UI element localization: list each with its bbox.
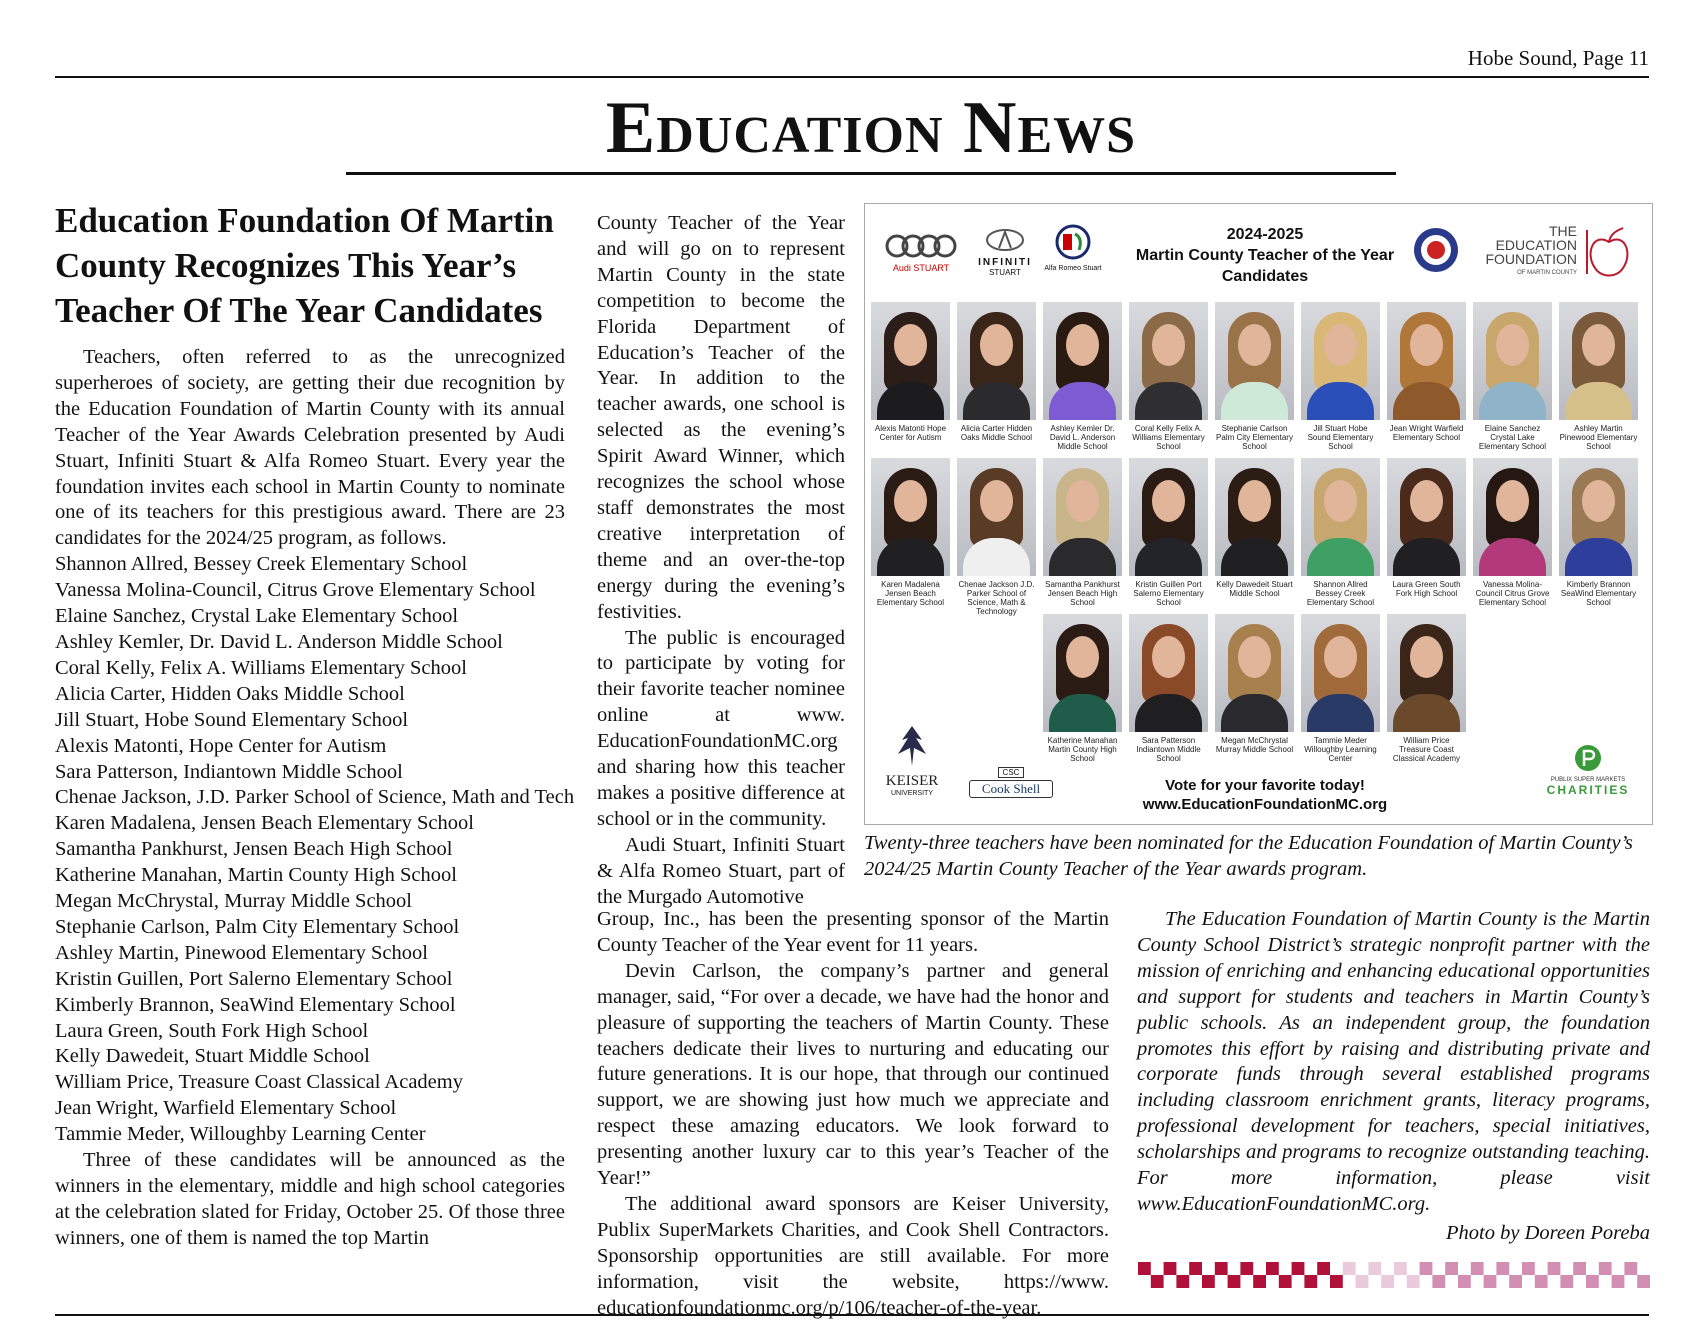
checker-square: [1266, 1262, 1279, 1275]
teacher-card: [1301, 302, 1380, 451]
keiser-text: KEISER: [885, 773, 939, 789]
teacher-card: [1129, 614, 1208, 763]
photo-title-main: Martin County Teacher of the Year: [1135, 247, 1395, 264]
teacher-portrait: [1387, 302, 1466, 420]
teacher-card: [1215, 302, 1294, 451]
page-header: [55, 40, 1649, 78]
teacher-name-label: Chenae Jackson J.D. Parker School of Science, Math & Technology: [958, 580, 1035, 616]
publix-p-icon: [1574, 744, 1602, 772]
checker-square: [1484, 1275, 1497, 1288]
infiniti-logo-text: INFINITI: [978, 257, 1032, 268]
teacher-card: [957, 302, 1036, 442]
photo-credit: Photo by Doreen Poreba: [1446, 1221, 1650, 1244]
teacher-portrait: [1129, 614, 1208, 732]
district-seal-icon: [1412, 226, 1460, 274]
foundation-logo-sub: OF MARTIN COUNTY: [1517, 270, 1577, 276]
portrait-face: [980, 324, 1013, 366]
article-column-2-lower: [597, 907, 1109, 1322]
decorative-checker-border: [1138, 1262, 1650, 1288]
candidate-list-item: Coral Kelly, Felix A. Williams Elementary School: [55, 656, 467, 679]
candidate-list-item: Alexis Matonti, Hope Center for Autism: [55, 734, 387, 757]
checker-square: [1151, 1275, 1164, 1288]
section-masthead: [346, 88, 1396, 175]
teacher-card: [1215, 614, 1294, 754]
checker-square: [1394, 1262, 1407, 1275]
page-number: Hobe Sound, Page 11: [1467, 46, 1649, 70]
checker-square: [1420, 1262, 1433, 1275]
candidate-list-item: Katherine Manahan, Martin County High School: [55, 864, 457, 887]
candidate-list-item: Jean Wright, Warfield Elementary School: [55, 1097, 397, 1120]
infiniti-logo: [967, 228, 1043, 277]
teacher-card: [1215, 458, 1294, 598]
checker-square: [1381, 1275, 1394, 1288]
candidate-list-item: Samantha Pankhurst, Jensen Beach High School: [55, 838, 453, 861]
teacher-portrait: [1559, 458, 1638, 576]
checker-square: [1496, 1262, 1509, 1275]
foundation-logo-text: THE EDUCATION FOUNDATION: [1485, 223, 1577, 267]
publix-charities-logo: [1533, 744, 1643, 797]
checker-square: [1445, 1262, 1458, 1275]
candidate-list-item: Stephanie Carlson, Palm City Elementary School: [55, 915, 460, 938]
portrait-face: [1496, 324, 1529, 366]
candidate-list-item: Kelly Dawedeit, Stuart Middle School: [55, 1045, 370, 1068]
alfa-romeo-badge-icon: [1055, 224, 1091, 260]
teacher-name-label: Katherine Manahan Martin County High School: [1047, 736, 1118, 763]
teacher-portrait: [1387, 614, 1466, 732]
checker-square: [1215, 1262, 1228, 1275]
checker-square: [1471, 1262, 1484, 1275]
checker-square: [1330, 1275, 1343, 1288]
teacher-name-label: Laura Green South Fork High School: [1392, 580, 1461, 598]
article-paragraph-winners-cont: County Teacher of the Year and will go on to represent Martin County in the state competition to become the Florida Department of Education’s Teacher of the Year. In addition to the teacher awards, one school is selected as the evening’s Spirit Award Winner, which recognizes the school whose staff demonstrates the most creative interpretation of theme and an over-the-top energy during the evening’s festivities.: [597, 212, 845, 623]
teacher-portrait: [1301, 614, 1380, 732]
teacher-name-label: Coral Kelly Felix A. Williams Elementary School: [1132, 424, 1205, 451]
candidate-list-item: Tammie Meder, Willoughby Learning Center: [55, 1123, 426, 1146]
candidate-list: [55, 552, 575, 1148]
teacher-card: [1043, 302, 1122, 451]
checker-square: [1356, 1275, 1369, 1288]
teacher-portrait: [1129, 302, 1208, 420]
portrait-face: [1410, 324, 1443, 366]
portrait-face: [1152, 324, 1185, 366]
portrait-face: [1066, 636, 1099, 678]
portrait-face: [1410, 480, 1443, 522]
portrait-face: [1324, 324, 1357, 366]
candidate-list-item: Kimberly Brannon, SeaWind Elementary School: [55, 993, 456, 1016]
checker-square: [1253, 1275, 1266, 1288]
photo-caption: Twenty-three teachers have been nominated for the Education Foundation of Martin County’s 2024/25 Martin County Teacher of the Year awards program.: [864, 832, 1633, 880]
teacher-grid: [871, 302, 1646, 763]
teacher-portrait: [871, 302, 950, 420]
teacher-card: [957, 458, 1036, 616]
infiniti-logo-sub: STUART: [989, 268, 1021, 277]
checker-square: [1407, 1275, 1420, 1288]
checker-square: [1612, 1275, 1625, 1288]
checker-square: [1343, 1262, 1356, 1275]
teacher-card: [1301, 458, 1380, 607]
school-district-seal: [1410, 226, 1462, 279]
teacher-name-label: Elaine Sanchez Crystal Lake Elementary School: [1478, 424, 1547, 451]
checker-square: [1560, 1275, 1573, 1288]
publix-charities-text: CHARITIES: [1546, 783, 1630, 797]
cook-shell-text: Cook Shell: [969, 780, 1053, 798]
teacher-card: [1043, 614, 1122, 763]
teacher-name-label: William Price Treasure Coast Classical Academy: [1392, 736, 1461, 763]
article-paragraph-sponsor-a: Audi Stuart, Infiniti Stuart & Alfa Romeo Stuart, part of the Murgado Automotive: [597, 833, 845, 908]
portrait-face: [1582, 324, 1615, 366]
photo-title: [1120, 224, 1410, 287]
teacher-name-label: Megan McChrystal Murray Middle School: [1215, 736, 1294, 754]
teacher-portrait: [1559, 302, 1638, 420]
alfa-romeo-logo: [1035, 224, 1111, 272]
teacher-portrait: [1473, 302, 1552, 420]
checker-square: [1189, 1262, 1202, 1275]
portrait-face: [1238, 636, 1271, 678]
checker-square: [1535, 1275, 1548, 1288]
teacher-name-label: Kimberly Brannon SeaWind Elementary School: [1560, 580, 1637, 607]
teacher-name-label: Jill Stuart Hobe Sound Elementary School: [1307, 424, 1374, 451]
keiser-logo: [877, 724, 947, 797]
checker-square: [1292, 1262, 1305, 1275]
keiser-eagle-icon: [892, 724, 932, 768]
teacher-card: [1473, 302, 1552, 451]
checker-square: [1368, 1262, 1381, 1275]
foundation-sidebar: [1137, 907, 1650, 1246]
infiniti-emblem-icon: [985, 228, 1025, 252]
checker-square: [1240, 1262, 1253, 1275]
teacher-name-label: Ashley Martin Pinewood Elementary School: [1559, 424, 1638, 451]
audi-rings-icon: [885, 234, 957, 258]
candidate-list-item: Chenae Jackson, J.D. Parker School of Science, Math and Tech: [55, 786, 575, 809]
teacher-name-label: Alexis Matonti Hope Center for Autism: [874, 424, 947, 442]
teacher-card: [1387, 614, 1466, 763]
portrait-face: [1324, 480, 1357, 522]
candidate-list-item: Kristin Guillen, Port Salerno Elementary School: [55, 967, 453, 990]
candidate-list-item: Elaine Sanchez, Crystal Lake Elementary School: [55, 605, 459, 628]
teacher-name-label: Kristin Guillen Port Salerno Elementary School: [1133, 580, 1204, 607]
teacher-portrait: [1215, 458, 1294, 576]
teacher-portrait: [871, 458, 950, 576]
article-paragraph-sponsors: The additional award sponsors are Keiser University, Publix SuperMarkets Charities, and Cook Shell Contractors. Sponsorship opportunities are still available. For more information, visit the website, https://www. educationfoundationmc.org/p/106/teacher-of-the-year.: [597, 1192, 1109, 1319]
teacher-name-label: Sara Patterson Indiantown Middle School: [1136, 736, 1201, 763]
candidates-photo: [864, 203, 1653, 825]
portrait-face: [1238, 324, 1271, 366]
vote-banner-url: www.EducationFoundationMC.org: [1142, 796, 1388, 813]
portrait-face: [1066, 480, 1099, 522]
candidate-list-item: Alicia Carter, Hidden Oaks Middle School: [55, 682, 405, 705]
portrait-face: [1496, 480, 1529, 522]
candidate-list-item: Vanessa Molina-Council, Citrus Grove Elementary School: [55, 579, 536, 602]
candidate-list-item: William Price, Treasure Coast Classical Academy: [55, 1071, 463, 1094]
teacher-card: [1473, 458, 1552, 607]
teacher-portrait: [1043, 614, 1122, 732]
teacher-name-label: Vanessa Molina-Council Citrus Grove Elementary School: [1475, 580, 1550, 607]
teacher-name-label: Ashley Kemler Dr. David L. Anderson Middle School: [1049, 424, 1116, 451]
cook-shell-logo: [969, 762, 1053, 798]
teacher-name-label: Samantha Pankhurst Jensen Beach High School: [1045, 580, 1120, 607]
checker-square: [1548, 1262, 1561, 1275]
teacher-card: [1129, 302, 1208, 451]
candidate-list-item: Laura Green, South Fork High School: [55, 1019, 369, 1042]
article-paragraph-winners: Three of these candidates will be announced as the winners in the elementary, middle and high school categories at the celebration slated for Friday, October 25. Of those three winners, one of them is named the top Martin: [55, 1149, 565, 1249]
article-column-2: [597, 211, 845, 910]
checker-square: [1509, 1275, 1522, 1288]
candidate-list-item: Ashley Kemler, Dr. David L. Anderson Middle School: [55, 630, 503, 653]
portrait-face: [1410, 636, 1443, 678]
checker-square: [1202, 1275, 1215, 1288]
keiser-sub: UNIVERSITY: [890, 790, 933, 797]
portrait-face: [1582, 480, 1615, 522]
candidate-list-item: Karen Madalena, Jensen Beach Elementary School: [55, 812, 474, 835]
teacher-card: [871, 302, 950, 442]
photo-title-year: 2024-2025: [1226, 226, 1304, 243]
portrait-face: [980, 480, 1013, 522]
apple-logo-icon: [1583, 224, 1635, 282]
teacher-portrait: [1043, 302, 1122, 420]
teacher-name-label: Shannon Allred Bessey Creek Elementary School: [1306, 580, 1375, 607]
article-paragraph-quote: Devin Carlson, the company’s partner and general manager, said, “For over a decade, we have had the honor and pleasure of supporting the teachers of Martin County. These teachers dedicate their lives to nurturing and educating our future generations. It is our hope, that through our continued support, we are showing just how much we appreciate and respect these amazing educators. We look forward to presenting another luxury car to this year’s Teacher of the Year!”: [597, 959, 1109, 1190]
teacher-portrait: [1473, 458, 1552, 576]
teacher-name-label: Jean Wright Warfield Elementary School: [1389, 424, 1464, 442]
checker-square: [1279, 1275, 1292, 1288]
teacher-portrait: [1301, 302, 1380, 420]
teacher-portrait: [1043, 458, 1122, 576]
teacher-portrait: [1215, 302, 1294, 420]
foundation-logo: [1465, 224, 1577, 280]
teacher-name-label: Karen Madalena Jensen Beach Elementary School: [876, 580, 945, 607]
article-column-1: [55, 198, 575, 1252]
checker-square: [1586, 1275, 1599, 1288]
candidate-list-item: Jill Stuart, Hobe Sound Elementary School: [55, 708, 409, 731]
teacher-card: [1043, 458, 1122, 607]
portrait-face: [894, 324, 927, 366]
checker-square: [1637, 1275, 1650, 1288]
teacher-name-label: Kelly Dawedeit Stuart Middle School: [1216, 580, 1293, 598]
teacher-card: [1129, 458, 1208, 607]
checker-square: [1599, 1262, 1612, 1275]
teacher-name-label: Tammie Meder Willoughby Learning Center: [1304, 736, 1377, 763]
audi-logo-text: Audi STUART: [892, 263, 950, 273]
teacher-name-label: Stephanie Carlson Palm City Elementary School: [1216, 424, 1293, 451]
portrait-face: [1238, 480, 1271, 522]
article-headline: Education Foundation Of Martin County Recognizes This Year’s Teacher Of The Year Candidates: [55, 201, 554, 330]
teacher-portrait: [1215, 614, 1294, 732]
audi-logo: [883, 234, 959, 273]
foundation-sidebar-text: The Education Foundation of Martin County is the Martin County School District’s strategic nonprofit partner with the mission of enriching and enhancing educational opportunities and support for students and teachers in Martin County’s public schools. As an independent group, the foundation promotes this effort by raising and distributing private and corporate funds through several established programs including classroom enrichment grants, literacy programs, professional development for teachers, special initiatives, scholarships and programs to recognize outstanding teaching. For more information, please visit www.EducationFoundationMC.org.: [1137, 908, 1650, 1215]
vote-banner-line1: Vote for your favorite today!: [1165, 777, 1365, 794]
checker-square: [1317, 1262, 1330, 1275]
teacher-portrait: [1387, 458, 1466, 576]
teacher-card: [871, 458, 950, 607]
teacher-portrait: [957, 302, 1036, 420]
candidate-list-item: Megan McChrystal, Murray Middle School: [55, 890, 412, 913]
section-title: Education News: [605, 87, 1137, 169]
checker-square: [1624, 1262, 1637, 1275]
checker-square: [1573, 1262, 1586, 1275]
publix-top-text: PUBLIX SUPER MARKETS: [1550, 777, 1626, 783]
checker-square: [1522, 1262, 1535, 1275]
portrait-face: [1324, 636, 1357, 678]
teacher-portrait: [1301, 458, 1380, 576]
article-paragraph-sponsor-b: Group, Inc., has been the presenting sponsor of the Martin County Teacher of the Year event for 11 years.: [597, 908, 1109, 956]
article-intro: Teachers, often referred to as the unrecognized superheroes of society, are getting their due recognition by the Education Foundation of Martin County with its annual Teacher of the Year Awards Celebration presented by Audi Stuart, Infiniti Stuart & Alfa Romeo Stuart. Every year the foundation invites each school in Martin County to nominate one of its teachers for this prestigious award. There are 23 candidates for the 2024/25 program, as follows.: [55, 346, 565, 550]
teacher-portrait: [1129, 458, 1208, 576]
checker-square: [1304, 1275, 1317, 1288]
candidate-list-item: Shannon Allred, Bessey Creek Elementary School: [55, 553, 468, 576]
teacher-portrait: [957, 458, 1036, 576]
candidate-list-item: Sara Patterson, Indiantown Middle School: [55, 760, 403, 783]
cook-shell-top: CSC: [998, 767, 1025, 778]
checker-square: [1164, 1262, 1177, 1275]
checker-square: [1228, 1275, 1241, 1288]
vote-banner: [1120, 776, 1410, 814]
teacher-card: [1387, 302, 1466, 442]
checker-square: [1138, 1262, 1151, 1275]
checker-square: [1432, 1275, 1445, 1288]
checker-square: [1176, 1275, 1189, 1288]
teacher-card: [1301, 614, 1380, 763]
checker-square: [1458, 1275, 1471, 1288]
teacher-card: [1559, 458, 1638, 607]
portrait-face: [1152, 480, 1185, 522]
teacher-name-label: Alicia Carter Hidden Oaks Middle School: [960, 424, 1033, 442]
article-paragraph-public: The public is encouraged to participate by voting for their favorite teacher nominee online at www. EducationFoundationMC.org and sharing how this teacher makes a positive difference at school or in the community.: [597, 626, 845, 830]
alfa-romeo-text: Alfa Romeo Stuart: [1044, 265, 1102, 272]
portrait-face: [1152, 636, 1185, 678]
candidate-list-item: Ashley Martin, Pinewood Elementary School: [55, 941, 428, 964]
photo-title-sub: Candidates: [1221, 268, 1309, 285]
teacher-card: [1387, 458, 1466, 598]
portrait-face: [894, 480, 927, 522]
portrait-face: [1066, 324, 1099, 366]
teacher-card: [1559, 302, 1638, 451]
